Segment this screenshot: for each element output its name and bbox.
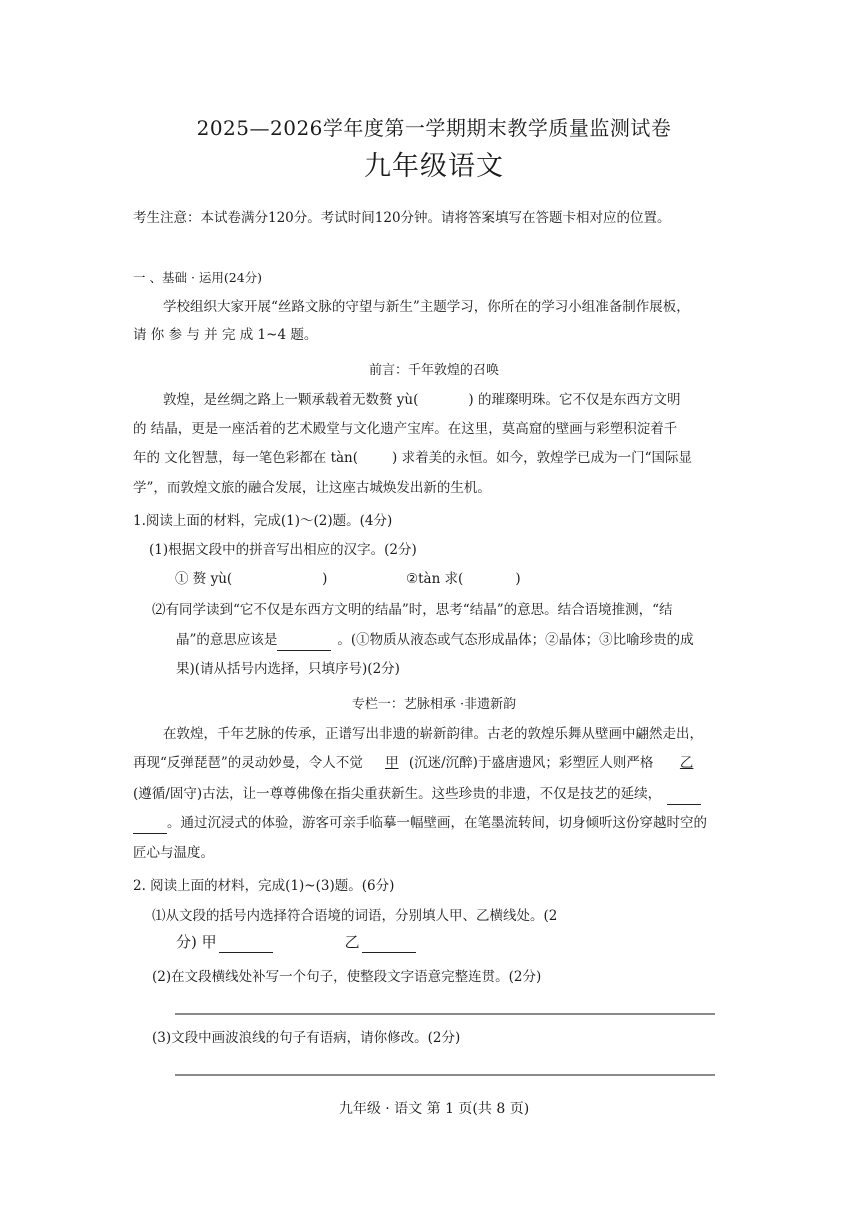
column-text: (沉迷/沉醉)于盛唐遗风；彩塑匠人则严格 xyxy=(408,755,654,771)
item-b-label: ②tàn 求( xyxy=(406,571,464,587)
question-1-item-b xyxy=(406,569,521,589)
answer-line[interactable] xyxy=(175,1074,715,1076)
label-yi: 乙 xyxy=(344,933,360,951)
section-intro-line1: 学校组织大家开展“丝路文脉的守望与新生”主题学习，你所在的学习小组准备制作展板， xyxy=(163,299,690,315)
section-intro-line2: 请 你 参 与 并 完 成 1~4 题。 xyxy=(133,327,318,343)
item-b-close: ) xyxy=(515,571,521,587)
preface-paragraph-line1 xyxy=(163,390,680,410)
section-heading: 一 、基础 · 运用(24分) xyxy=(133,270,263,285)
answer-blank-jia[interactable] xyxy=(219,932,273,953)
question-1-sub2-line3: 果)(请从括号内选择，只填序号)(2分) xyxy=(176,661,400,677)
column-paragraph-line5: 匠心与温度。 xyxy=(133,845,214,861)
exam-title: 2025—2026学年度第一学期期末教学质量监测试卷 xyxy=(196,116,672,140)
question-2-stem: 2. 阅读上面的材料，完成(1)~(3)题。(6分) xyxy=(133,878,395,894)
column-title: 专栏一：艺脉相承 ·非遗新韵 xyxy=(351,697,517,712)
preface-paragraph-line2: 的 结晶，更是一座活着的艺术殿堂与文化遗产宝库。在这里，莫高窟的壁画与彩塑积淀着千 xyxy=(133,421,678,437)
preface-text: ) 求着美的永恒。如今，敦煌学已成为一门“国际显 xyxy=(392,450,692,466)
answer-line[interactable] xyxy=(175,1013,715,1015)
column-paragraph-line4 xyxy=(133,813,707,834)
question-1-sub2-line1: ⑵有同学读到“它不仅是东西方文明的结晶”时，思考“结晶”的意思。结合语境推测，“结 xyxy=(152,602,673,618)
column-paragraph-line2 xyxy=(133,753,693,773)
sub2-text: 。(①物质从液态或气态形成晶体；②晶体；③比喻珍贵的成 xyxy=(337,632,694,648)
column-text: 。通过沉浸式的体验，游客可亲手临摹一幅壁画，在笔墨流转间，切身倾听这份穿越时空的 xyxy=(167,815,707,831)
preface-text: ) 的璀璨明珠。它不仅是东西方文明 xyxy=(468,392,681,408)
question-1-sub1: (1)根据文段中的拼音写出相应的汉字。(2分) xyxy=(149,542,417,558)
label-jia: 分) 甲 xyxy=(176,933,217,951)
page-footer: 九年级 · 语文 第 1 页(共 8 页) xyxy=(338,1101,530,1117)
question-2-sub1-line1: ⑴从文段的括号内选择符合语境的词语，分别填人甲、乙横线处。(2 xyxy=(152,908,558,924)
answer-blank[interactable] xyxy=(277,630,331,651)
column-paragraph-line1: 在敦煌，千年艺脉的传承，正谱写出非遗的崭新韵律。古老的敦煌乐舞从壁画中翩然走出， xyxy=(163,726,703,742)
blank-yi[interactable]: 乙 xyxy=(679,755,694,771)
answer-blank-yi[interactable] xyxy=(362,932,416,953)
item-a-label: ① 赘 yù( xyxy=(175,571,233,587)
preface-text: 敦煌，是丝绸之路上一颗承载着无数赘 yù( xyxy=(163,392,419,408)
question-2-sub3: (3)文段中画波浪线的句子有语病，请你修改。(2分) xyxy=(152,1030,461,1046)
item-a-close: ) xyxy=(322,571,328,587)
answer-blank[interactable] xyxy=(133,813,167,834)
question-2-sub1-line2 xyxy=(176,932,416,953)
question-1-item-a xyxy=(175,569,327,589)
exam-notice: 考生注意：本试卷满分120分。考试时间120分钟。请将答案填写在答题卡相对应的位置。 xyxy=(133,210,671,226)
column-paragraph-line3 xyxy=(133,784,701,805)
preface-text: 年的 文化智慧，每一笔色彩都在 tàn( xyxy=(133,450,359,466)
column-text: 再现“反弹琵琶”的灵动妙曼，令人不觉 xyxy=(133,755,363,771)
blank-jia[interactable]: 甲 xyxy=(385,755,399,771)
preface-paragraph-line4: 学”，而敦煌文旅的融合发展，让这座古城焕发出新的生机。 xyxy=(133,480,491,496)
question-2-sub2: (2)在文段横线处补写一个句子，使整段文字语意完整连贯。(2分) xyxy=(152,969,542,985)
question-1-stem: 1.阅读上面的材料，完成(1)～(2)题。(4分) xyxy=(133,513,393,529)
column-text: (遵循/固守)古法，让一尊尊佛像在指尖重获新生。这些珍贵的非遗，不仅是技艺的延续， xyxy=(133,786,662,802)
answer-blank[interactable] xyxy=(667,784,701,805)
preface-title: 前言：千年敦煌的召唤 xyxy=(368,363,499,378)
sub2-text: 晶”的意思应该是 xyxy=(176,632,278,648)
preface-paragraph-line3 xyxy=(133,448,692,468)
subject-title: 九年级语文 xyxy=(364,151,504,182)
question-1-sub2-line2 xyxy=(176,630,694,651)
